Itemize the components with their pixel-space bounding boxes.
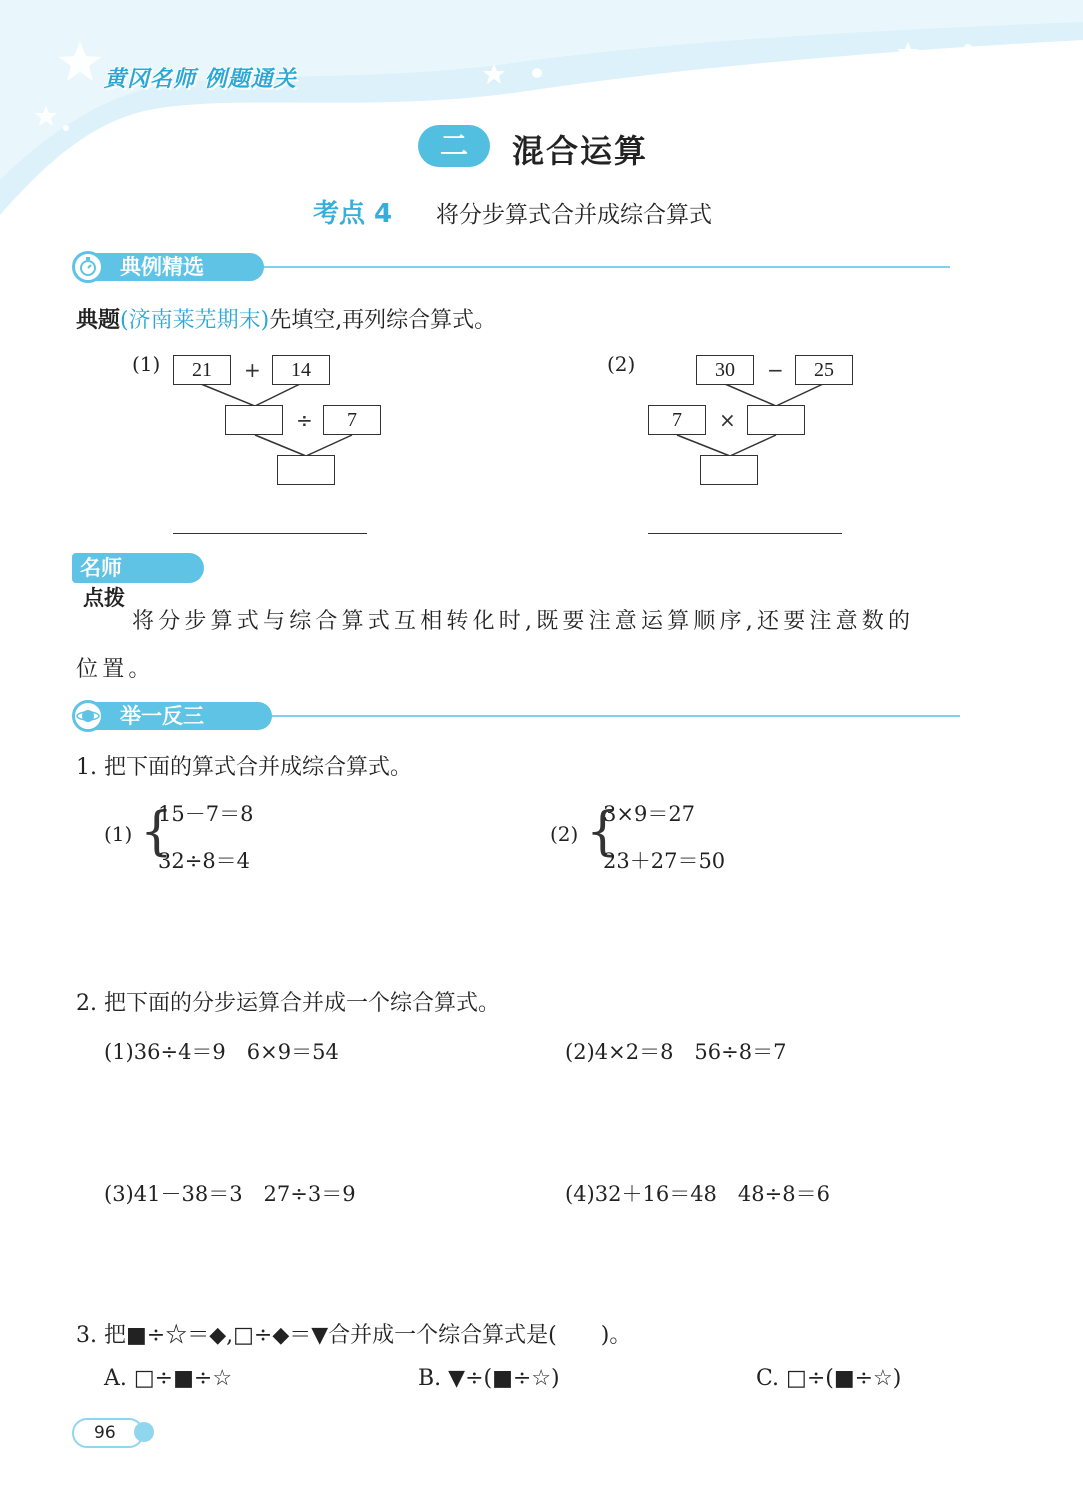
diagram1-box-b: 14 <box>272 355 330 385</box>
q2-p2: (2)4×2＝8 56÷8＝7 <box>565 1040 787 1064</box>
q1-title: 1. 把下面的算式合并成综合算式。 <box>76 755 412 780</box>
section-title: 混合运算 <box>512 132 649 170</box>
tip-badge <box>72 553 204 610</box>
q3-option-a[interactable]: A. □÷■÷☆ <box>104 1366 233 1391</box>
diagram1-op1: + <box>244 358 261 382</box>
diagram1-answer-line[interactable] <box>173 533 367 534</box>
q2-p1: (1)36÷4＝9 6×9＝54 <box>104 1040 339 1064</box>
diagram1-box-c: 7 <box>323 405 381 435</box>
brand-logo: 黄冈名师 例题通关 <box>104 67 297 92</box>
q3-option-b[interactable]: B. ▼÷(■÷☆) <box>418 1366 560 1391</box>
kaodian-label: 考点 4 <box>313 199 393 229</box>
diagram2-op2: × <box>719 408 736 432</box>
diagram1-label: (1) <box>132 352 161 376</box>
tip-line-1: 将分步算式与综合算式互相转化时,既要注意运算顺序,还要注意数的 <box>132 609 915 634</box>
diagram1-op2: ÷ <box>296 408 313 432</box>
q1-p2-label: (2) <box>550 822 579 846</box>
section-number-badge: 二 <box>418 125 490 167</box>
example-ribbon-label: 典例精选 <box>120 255 204 279</box>
tree-connectors <box>0 0 1083 560</box>
practice-ribbon-label: 举一反三 <box>120 704 204 728</box>
q3-title: 3. 把■÷☆＝◆,□÷◆＝▼合并成一个综合算式是( )。 <box>76 1323 632 1348</box>
diagram2-blank-1[interactable] <box>747 405 805 435</box>
q1-p1-eq1: 15－7＝8 <box>158 802 254 826</box>
planet-icon <box>72 700 104 732</box>
q1-p2-eq1: 3×9＝27 <box>603 802 696 826</box>
prompt-source: (济南莱芜期末) <box>120 308 270 333</box>
diagram2-box-b: 25 <box>795 355 853 385</box>
tip-line-2: 位置。 <box>76 657 155 682</box>
tip-badge-left: 名师 <box>80 556 122 580</box>
q2-p3: (3)41－38＝3 27÷3＝9 <box>104 1182 356 1206</box>
diagram2-op1: − <box>767 358 784 382</box>
tip-badge-right: 点拨 <box>72 585 136 611</box>
diagram2-blank-2[interactable] <box>700 455 758 485</box>
ribbon-rule <box>260 715 960 717</box>
prompt-suffix: 先填空,再列综合算式。 <box>269 308 497 333</box>
q2-p4: (4)32＋16＝48 48÷8＝6 <box>565 1182 830 1206</box>
kaodian-title: 将分步算式合并成综合算式 <box>436 202 712 228</box>
prompt-prefix: 典题 <box>76 307 121 333</box>
diagram2-box-c: 7 <box>648 405 706 435</box>
q1-p1-label: (1) <box>104 822 133 846</box>
q2-title: 2. 把下面的分步运算合并成一个综合算式。 <box>76 991 500 1016</box>
diagram1-blank-1[interactable] <box>225 405 283 435</box>
q1-p2-eq2: 23＋27＝50 <box>603 849 726 873</box>
diagram1-blank-2[interactable] <box>277 455 335 485</box>
diagram2-box-a: 30 <box>696 355 754 385</box>
q1-p1-eq2: 32÷8＝4 <box>158 849 251 873</box>
q1-p1-brace: { <box>140 802 174 862</box>
diagram1-box-a: 21 <box>173 355 231 385</box>
page-number: 96 <box>72 1418 144 1448</box>
diagram2-label: (2) <box>607 352 636 376</box>
q1-p2-brace: { <box>586 802 620 862</box>
q3-option-c[interactable]: C. □÷(■÷☆) <box>756 1366 902 1391</box>
diagram2-answer-line[interactable] <box>648 533 842 534</box>
